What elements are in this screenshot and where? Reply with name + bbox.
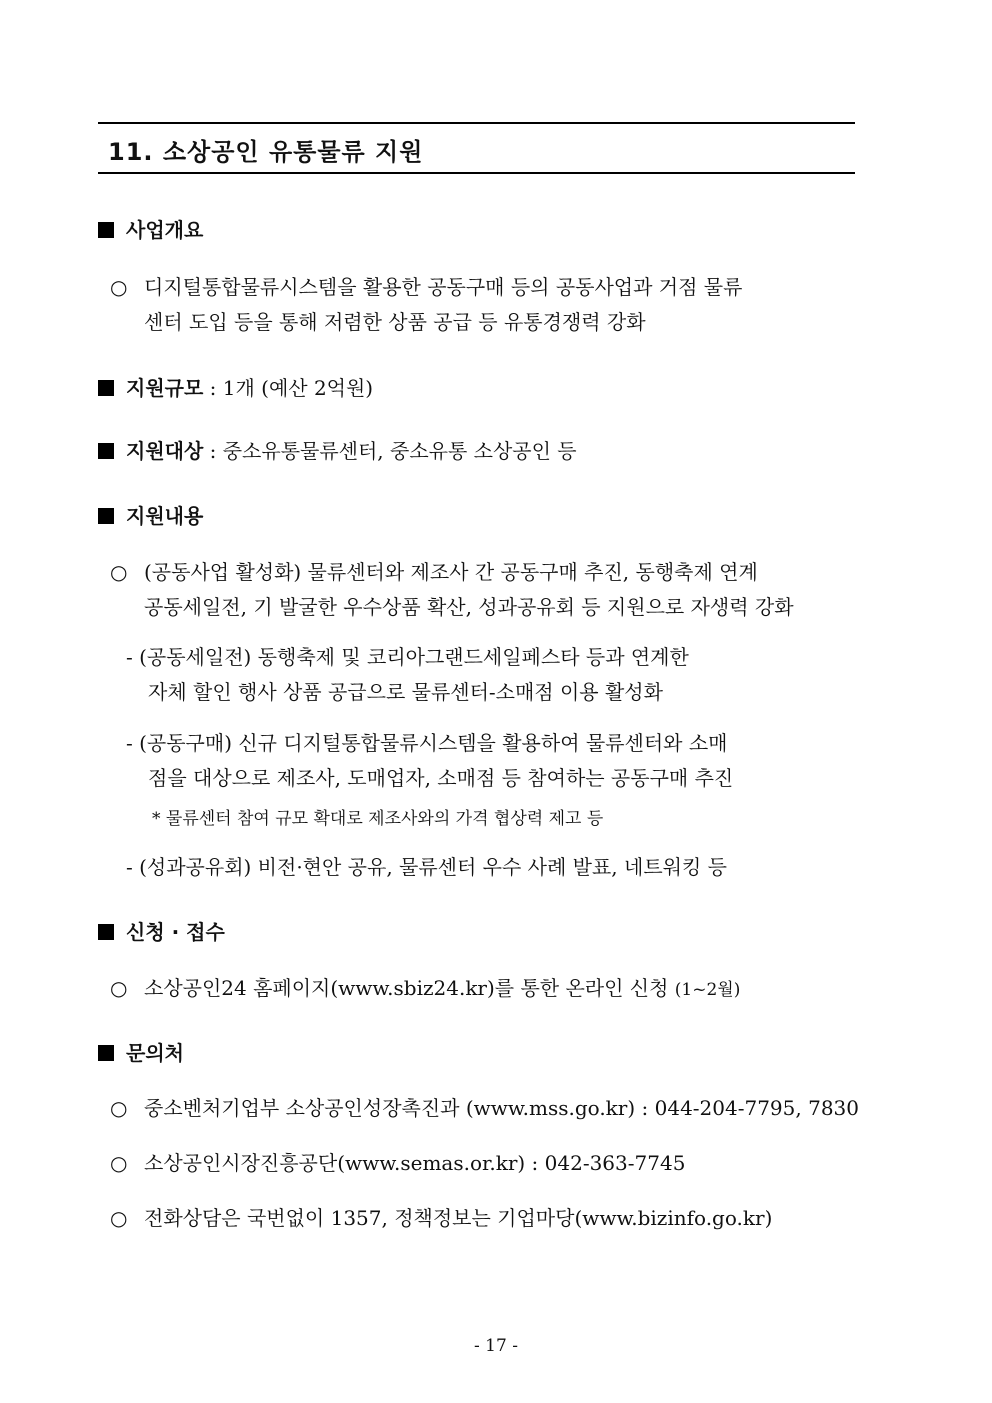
content-buy-line-2: 점을 대상으로 제조사, 도매업자, 소매점 등 참여하는 공동구매 추진 [148, 766, 734, 790]
target-value: : 중소유통물류센터, 중소유통 소상공인 등 [209, 439, 577, 463]
content-main-line-1: ○ (공동사업 활성화) 물류센터와 제조사 간 공동구매 추진, 동행축제 연계 [110, 560, 758, 584]
circle-bullet-icon: ○ [110, 1151, 128, 1175]
square-bullet-icon [98, 508, 114, 524]
contact-line-3: ○ 전화상담은 국번없이 1357, 정책정보는 기업마당(www.bizinfo.go.kr) [110, 1206, 773, 1230]
square-bullet-icon [98, 380, 114, 396]
content-share-line: - (성과공유회) 비전·현안 공유, 물류센터 우수 사례 발표, 네트워킹 등 [126, 855, 727, 879]
heading-overview [98, 214, 203, 243]
apply-line: ○ 소상공인24 홈페이지(www.sbiz24.kr)를 통한 온라인 신청 (1~2월) [110, 976, 741, 1000]
circle-bullet-icon: ○ [110, 1206, 128, 1230]
contact-line-2: ○ 소상공인시장진흥공단(www.semas.or.kr) : 042-363-7745 [110, 1151, 686, 1175]
heading-overview-label: 사업개요 [126, 218, 204, 242]
scale-value: : 1개 (예산 2억원) [209, 376, 374, 400]
heading-scale-label: 지원규모 [126, 376, 204, 400]
heading-apply-label: 신청 · 접수 [126, 920, 225, 944]
overview-line-2: 센터 도입 등을 통해 저렴한 상품 공급 등 유통경쟁력 강화 [144, 310, 646, 334]
section-title: 11. 소상공인 유통물류 지원 [108, 138, 424, 166]
content-sale-line-2: 자체 할인 행사 상품 공급으로 물류센터-소매점 이용 활성화 [148, 680, 663, 704]
content-sale-line-1: - (공동세일전) 동행축제 및 코리아그랜드세일페스타 등과 연계한 [126, 645, 689, 669]
overview-line-1: ○ 디지털통합물류시스템을 활용한 공동구매 등의 공동사업과 거점 물류 [110, 275, 743, 299]
heading-contact [98, 1037, 184, 1066]
heading-apply [98, 916, 225, 945]
square-bullet-icon [98, 924, 114, 940]
heading-contact-label: 문의처 [126, 1041, 184, 1065]
heading-target [98, 435, 577, 464]
circle-bullet-icon: ○ [110, 560, 128, 584]
square-bullet-icon [98, 1045, 114, 1061]
section-title-bar [98, 122, 855, 174]
heading-content [98, 500, 203, 529]
heading-target-label: 지원대상 [126, 439, 204, 463]
content-buy-line-1: - (공동구매) 신규 디지털통합물류시스템을 활용하여 물류센터와 소매 [126, 731, 728, 755]
content-buy-note: * 물류센터 참여 규모 확대로 제조사와의 가격 협상력 제고 등 [152, 809, 604, 829]
contact-line-1: ○ 중소벤처기업부 소상공인성장촉진과 (www.mss.go.kr) : 044-204-7795, 7830 [110, 1096, 859, 1120]
circle-bullet-icon: ○ [110, 1096, 128, 1120]
page-number: - 17 - [474, 1336, 518, 1356]
circle-bullet-icon: ○ [110, 976, 128, 1000]
apply-period: (1~2월) [674, 980, 741, 1000]
heading-content-label: 지원내용 [126, 504, 204, 528]
heading-scale [98, 372, 373, 401]
circle-bullet-icon: ○ [110, 275, 128, 299]
square-bullet-icon [98, 222, 114, 238]
square-bullet-icon [98, 443, 114, 459]
content-main-line-2: 공동세일전, 기 발굴한 우수상품 확산, 성과공유회 등 지원으로 자생력 강화 [144, 595, 794, 619]
